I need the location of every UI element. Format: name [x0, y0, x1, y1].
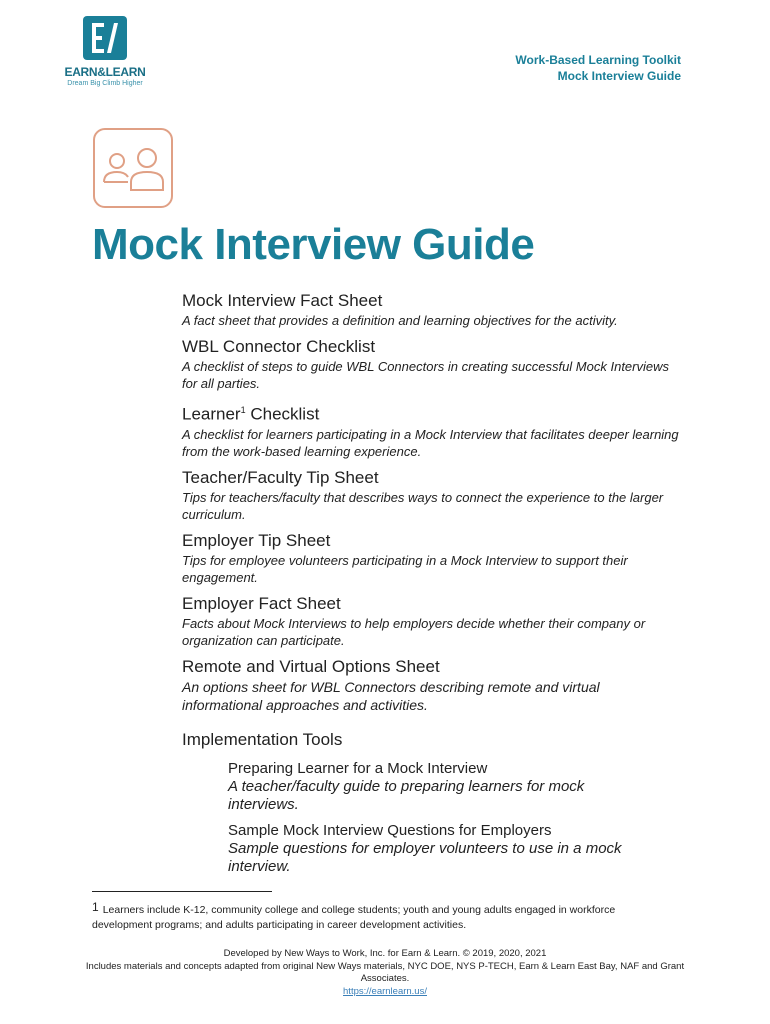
implementation-title: Implementation Tools — [182, 730, 343, 749]
item-title: Remote and Virtual Options Sheet — [182, 656, 440, 676]
list-item — [182, 290, 682, 329]
list-item — [182, 530, 682, 586]
item-title: Mock Interview Fact Sheet — [182, 291, 383, 310]
item-description: Facts about Mock Interviews to help employers decide whether their company or organization can participate. — [182, 615, 646, 648]
header-line2: Mock Interview Guide — [557, 69, 681, 83]
footnote-divider — [92, 891, 272, 892]
item-description: A fact sheet that provides a definition and learning objectives for the activity. — [182, 313, 618, 328]
item-description: Tips for employee volunteers participating in a Mock Interview to support their engagement. — [182, 552, 628, 585]
item-title-main: Learner — [182, 404, 241, 424]
item-description: A teacher/faculty guide to preparing learners for mock interviews. — [228, 778, 585, 813]
logo-name: EARN&LEARN — [64, 65, 146, 79]
item-title: Employer Fact Sheet — [182, 593, 341, 613]
page-title: Mock Interview Guide — [92, 220, 535, 269]
list-item — [228, 821, 658, 876]
footer-line1: Developed by New Ways to Work, Inc. for Earn & Learn. © 2019, 2020, 2021 — [223, 948, 547, 959]
footer-line2: Includes materials and concepts adapted from original New Ways materials, NYC DOE, NYS P-TECH, Earn & Learn East Bay, NAF and Grant Associates. — [85, 960, 685, 984]
list-item — [182, 399, 682, 460]
list-item — [228, 759, 658, 814]
implementation-list — [228, 759, 658, 883]
item-description: A checklist for learners participating in a Mock Interview that facilitates deeper learning from the work-based learning experience. — [182, 426, 679, 459]
footnote — [92, 900, 652, 933]
header-line1: Work-Based Learning Toolkit — [515, 53, 681, 67]
item-title-rest: Checklist — [245, 404, 320, 424]
list-item — [182, 467, 682, 523]
item-description: Sample questions for employer volunteers to use in a mock interview. — [228, 840, 622, 875]
logo — [62, 16, 148, 87]
item-title: WBL Connector Checklist — [182, 337, 376, 356]
footnote-reference: 1 — [240, 405, 246, 415]
item-description: Tips for teachers/faculty that describes ways to connect the experience to the larger curriculum. — [182, 489, 664, 522]
item-description: A checklist of steps to guide WBL Connectors in creating successful Mock Interviews for all parties. — [182, 359, 669, 391]
list-item — [182, 336, 682, 392]
header — [515, 52, 681, 84]
footer-link[interactable]: https://earnlearn.us/ — [343, 985, 427, 997]
logo-tagline: Dream Big Climb Higher — [67, 80, 143, 87]
logo-mark — [83, 16, 127, 60]
people-icon — [93, 128, 173, 208]
list-item — [182, 656, 682, 714]
list-item — [182, 593, 682, 649]
item-title — [182, 399, 682, 426]
item-description: An options sheet for WBL Connectors describing remote and virtual informational approaches and activities. — [182, 678, 600, 713]
footnote-number: 1 — [92, 900, 99, 914]
item-title: Sample Mock Interview Questions for Employers — [228, 822, 552, 839]
item-title: Preparing Learner for a Mock Interview — [228, 760, 488, 777]
contents-list — [182, 290, 682, 721]
footnote-text: Learners include K-12, community college and college students; youth and young adults engaged in workforce development programs; and adults participating in career development activities. — [92, 904, 616, 931]
item-title: Employer Tip Sheet — [182, 530, 331, 550]
footer — [85, 948, 685, 998]
item-title: Teacher/Faculty Tip Sheet — [182, 467, 379, 487]
